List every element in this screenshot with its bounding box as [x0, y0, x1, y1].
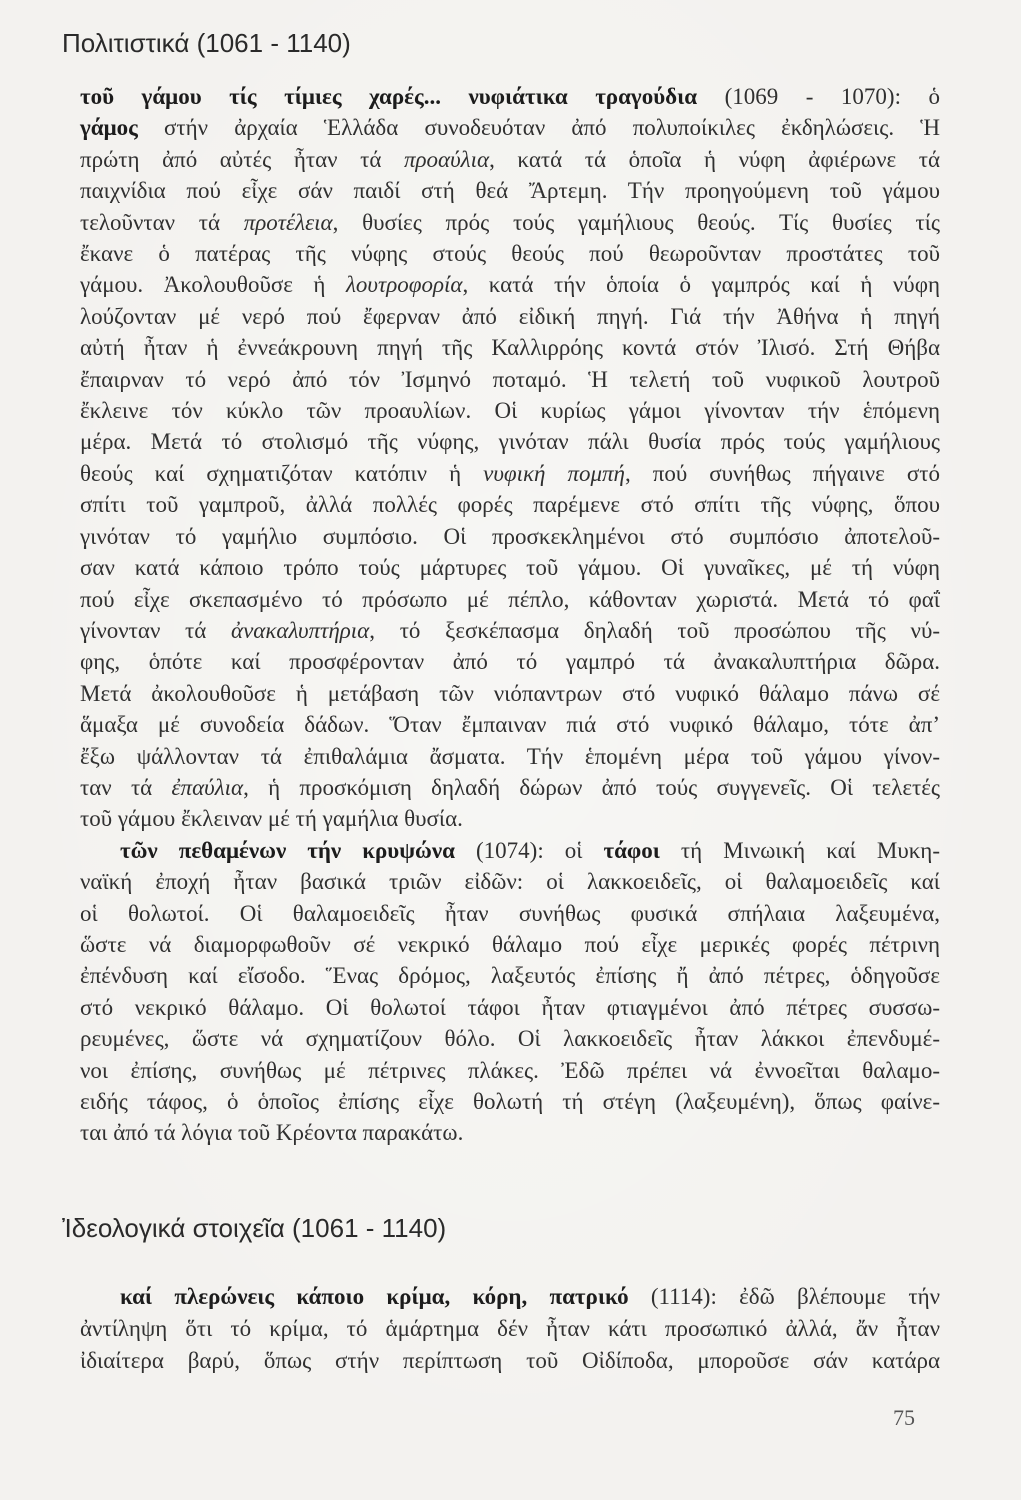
text-run: , θυσίες πρός τούς γαμήλιους θεούς. Τίς θυσίες τίς	[332, 209, 941, 235]
text-line	[80, 1281, 940, 1313]
text-run: ἀντίληψη ὅτι τό κρίμα, τό ἁμάρτημα δέν ἦταν κάτι προσωπικό ἀλλά, ἄν ἦταν	[80, 1316, 940, 1341]
text-run: σπίτι τοῦ γαμπροῦ, ἀλλά πολλές φορές παρέμενε στό σπίτι τῆς νύφης, ὅπου	[80, 492, 940, 518]
text-run: (1069 - 1070): ὁ	[697, 84, 940, 109]
text-line	[80, 1117, 940, 1148]
text-run: πού εἶχε σκεπασμένο τό πρόσωπο μέ πέπλο, κάθονταν χωριστά. Μετά τό φαΐ	[80, 586, 940, 612]
text-line	[80, 552, 940, 583]
text-run: ἰδιαίτερα βαρύ, ὅπως στήν περίπτωση τοῦ Οἰδίποδα, μποροῦσε σάν κατάρα	[80, 1348, 940, 1373]
text-run: , κατά τά ὁποῖα ἡ νύφη ἀφιέρωνε τά	[489, 146, 940, 172]
text-run: νοι ἐπίσης, συνήθως μέ πέτρινες πλάκες. Ἐδῶ πρέπει νά ἐννοεῖται θαλαμο-	[80, 1057, 940, 1083]
italic-term: νυφική πομπή	[483, 460, 625, 486]
text-run: ται ἀπό τά λόγια τοῦ Κρέοντα παρακάτω.	[80, 1120, 464, 1146]
text-run: ὥστε νά διαμορφωθοῦν σέ νεκρικό θάλαμο πού εἶχε μερικές φορές πέτρινη	[80, 931, 940, 957]
text-run: οἱ θολωτοί. Οἱ θαλαμοειδεῖς ἦταν συνήθως φυσικά σπήλαια λαξευμένα,	[80, 900, 940, 926]
text-run: πρώτη ἀπό αὐτές ἦταν τά	[80, 146, 404, 172]
italic-term: ἀνακαλυπτήρια	[231, 617, 370, 643]
text-run: ταν τά	[80, 774, 172, 800]
italic-term: ἐπαύλια	[171, 774, 244, 800]
text-line	[80, 772, 940, 803]
text-line	[80, 521, 940, 552]
bold-term: καί πλερώνεις κάποιο κρίμα, κόρη, πατρικό	[120, 1284, 629, 1309]
section-cultural-notes	[80, 81, 940, 1149]
text-run: Μετά ἀκολουθοῦσε ἡ μετάβαση τῶν νιόπαντρων στό νυφικό θάλαμο πάνω σέ	[80, 680, 940, 706]
section-ideological-notes	[80, 1281, 940, 1377]
text-line	[80, 646, 940, 677]
text-run: θεούς καί σχηματιζόταν κατόπιν ἡ	[80, 460, 484, 486]
italic-term: λουτροφορία	[345, 272, 463, 298]
text-line	[80, 332, 940, 363]
text-run: , τό ξεσκέπασμα δηλαδή τοῦ προσώπου τῆς νύ-	[369, 617, 941, 643]
text-line	[80, 960, 940, 991]
text-line	[80, 207, 940, 238]
text-line	[80, 238, 940, 269]
text-run: (1074): οἱ	[454, 837, 604, 863]
text-run: παιχνίδια πού εἶχε σάν παιδί στή θεά Ἄρτεμη. Τήν προηγούμενη τοῦ γάμου	[80, 178, 940, 204]
text-line	[80, 992, 940, 1023]
text-run: γάμου. Ἀκολουθοῦσε ἡ	[80, 272, 346, 298]
bold-term: τοῦ γάμου τίς τίμιες χαρές... νυφιάτικα τραγούδια	[80, 84, 698, 109]
text-run: ἔξω ψάλλονταν τά ἐπιθαλάμια ἄσματα. Τήν ἑπομένη μέρα τοῦ γάμου γίνον-	[80, 743, 940, 769]
bold-term: τῶν πεθαμένων τήν κρυψώνα	[120, 837, 455, 863]
text-run: τελοῦνταν τά	[80, 209, 244, 235]
text-line	[80, 81, 940, 112]
text-run: ρευμένες, ὥστε νά σχηματίζουν θόλο. Οἱ λακκοειδεῖς ἦταν λάκκοι ἐπενδυμέ-	[80, 1026, 940, 1052]
bold-term: γάμος	[80, 115, 138, 141]
text-line	[80, 301, 940, 332]
italic-term: προαύλια	[403, 146, 490, 172]
text-line	[80, 426, 940, 457]
text-line	[80, 144, 940, 175]
text-line	[80, 1023, 940, 1054]
text-run: σαν κατά κάποιο τρόπο τούς μάρτυρες τοῦ γάμου. Οἱ γυναῖκες, μέ τή νύφη	[80, 555, 940, 581]
text-run: ἐπένδυση καί εἴσοδο. Ἕνας δρόμος, λαξευτός ἐπίσης ἤ ἀπό πέτρες, ὁδηγοῦσε	[80, 963, 940, 989]
text-run: στήν ἀρχαία Ἑλλάδα συνοδευόταν ἀπό πολυποίκιλες ἐκδηλώσεις. Ἡ	[137, 115, 940, 141]
running-head: Πολιτιστικά (1061 - 1140)	[62, 28, 351, 58]
page-number: 75	[893, 1405, 915, 1430]
text-line	[80, 678, 940, 709]
text-run: ειδής τάφος, ὁ ὁποῖος ἐπίσης εἶχε θολωτή τή στέγη (λαξευμένη), ὅπως φαίνε-	[80, 1089, 940, 1114]
text-line	[80, 112, 940, 143]
text-line	[80, 741, 940, 772]
text-line	[80, 364, 940, 395]
text-line	[80, 615, 940, 646]
text-run: αὐτή ἦταν ἡ ἐννεάκρουνη πηγή τῆς Καλλιρρόης κοντά στόν Ἰλισό. Στή Θήβα	[80, 335, 940, 361]
text-line	[80, 269, 940, 300]
text-line	[80, 1345, 940, 1377]
text-line	[80, 709, 940, 740]
text-line	[80, 803, 940, 834]
text-run: τοῦ γάμου ἔκλειναν μέ τή γαμήλια θυσία.	[80, 806, 463, 832]
text-line	[80, 835, 940, 866]
text-line	[80, 866, 940, 897]
text-run: , ἡ προσκόμιση δηλαδή δώρων ἀπό τούς συγγενεῖς. Οἱ τελετές	[243, 774, 940, 800]
text-run: στό νεκρικό θάλαμο. Οἱ θολωτοί τάφοι ἦταν φτιαγμένοι ἀπό πέτρες συσσω-	[80, 994, 940, 1020]
text-run: λούζονταν μέ νερό πού ἔφερναν ἀπό εἰδική πηγή. Γιά τήν Ἀθήνα ἡ πηγή	[80, 303, 940, 329]
text-run: τή Μινωική καί Μυκη-	[659, 837, 940, 863]
text-line	[80, 898, 940, 929]
text-line	[80, 395, 940, 426]
text-line	[80, 458, 940, 489]
text-line	[80, 175, 940, 206]
text-run: μέρα. Μετά τό στολισμό τῆς νύφης, γινόταν πάλι θυσία πρός τούς γαμήλιους	[80, 429, 940, 455]
text-run: ἔπαιρναν τό νερό ἀπό τόν Ἰσμηνό ποταμό. Ἡ τελετή τοῦ νυφικοῦ λουτροῦ	[80, 366, 940, 392]
text-run: , κατά τήν ὁποία ὁ γαμπρός καί ἡ νύφη	[462, 272, 941, 298]
text-line	[80, 584, 940, 615]
bold-term: τάφοι	[603, 837, 660, 863]
text-run: ἔκανε ὁ πατέρας τῆς νύφης στούς θεούς πού θεωροῦνταν προστάτες τοῦ	[80, 241, 940, 267]
text-run: ναϊκή ἐποχή ἦταν βασικά τριῶν εἰδῶν: οἱ λακκοειδεῖς, οἱ θαλαμοειδεῖς καί	[80, 869, 940, 895]
text-run: ἅμαξα μέ συνοδεία δάδων. Ὅταν ἔμπαιναν πιά στό νυφικό θάλαμο, τότε ἀπ’	[80, 712, 940, 738]
text-line	[80, 1086, 940, 1117]
text-run: φης, ὁπότε καί προσφέρονταν ἀπό τό γαμπρό τά ἀνακαλυπτήρια δῶρα.	[80, 649, 940, 675]
text-line	[80, 929, 940, 960]
text-run: , πού συνήθως πήγαινε στό	[624, 460, 940, 486]
text-run: (1114): ἐδῶ βλέπουμε τήν	[628, 1284, 940, 1309]
note-wedding-customs	[80, 81, 940, 835]
text-line	[80, 1055, 940, 1086]
text-run: γίνονταν τά	[80, 617, 231, 643]
note-burial-tombs	[80, 835, 940, 1149]
note-paternal-sin	[80, 1281, 940, 1377]
text-line	[80, 489, 940, 520]
text-line	[80, 1313, 940, 1345]
section-heading-ideological: Ἰδεολογικά στοιχεῖα (1061 - 1140)	[62, 1213, 447, 1243]
text-run: ἔκλεινε τόν κύκλο τῶν προαυλίων. Οἱ κυρίως γάμοι γίνονταν τήν ἑπόμενη	[80, 398, 940, 424]
text-run: γινόταν τό γαμήλιο συμπόσιο. Οἱ προσκεκλημένοι στό συμπόσιο ἀποτελοῦ-	[80, 523, 940, 549]
italic-term: προτέλεια	[243, 209, 333, 235]
